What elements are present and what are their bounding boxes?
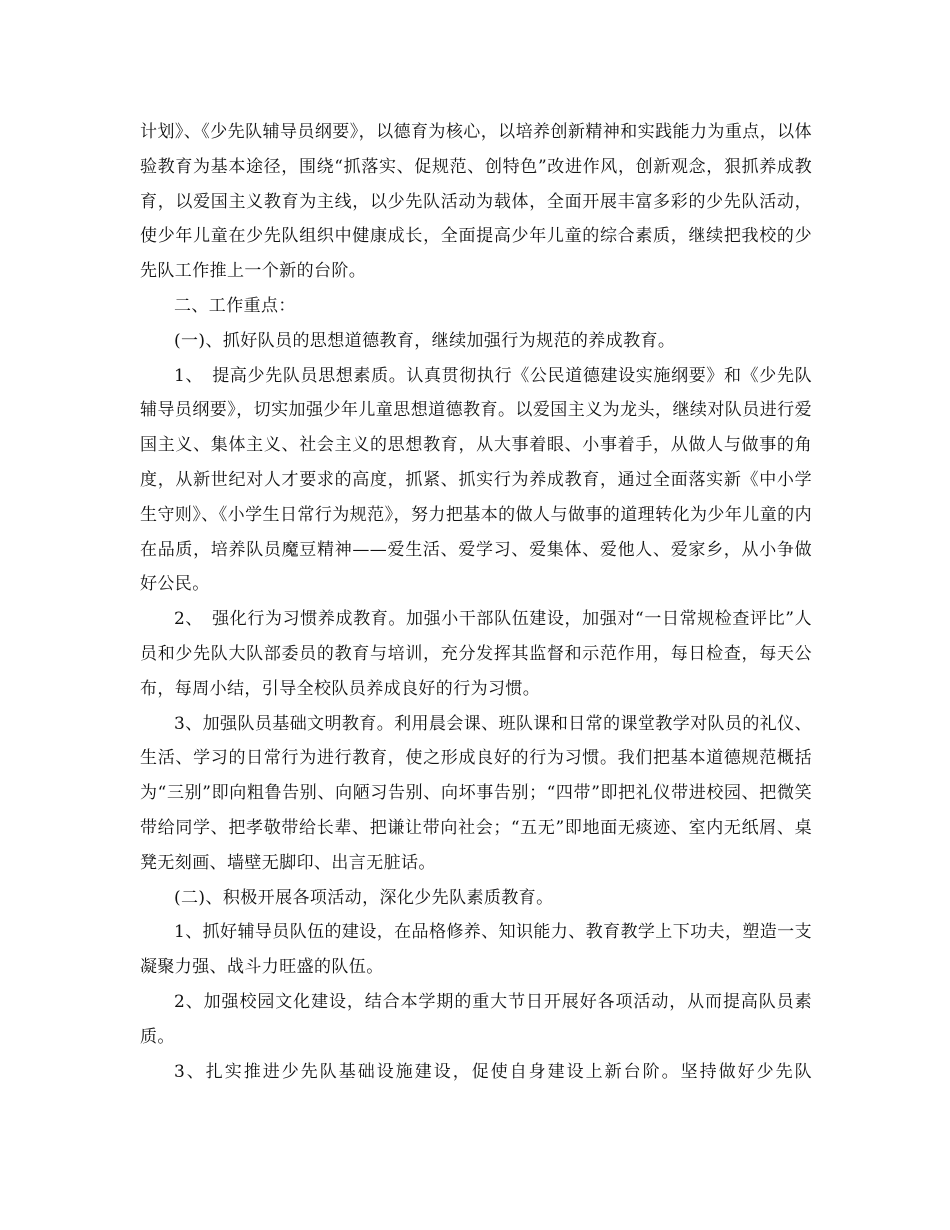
document-body: [140, 115, 812, 1089]
paragraph-item-1-counselors: 1、抓好辅导员队伍的建设，在品格修养、知识能力、教育教学上下功夫，塑造一支凝聚力强、战斗力旺盛的队伍。: [140, 922, 812, 978]
paragraph-item-2-campus-culture: 2、加强校园文化建设，结合本学期的重大节日开展好各项活动，从而提高队员素质。: [140, 991, 812, 1047]
paragraph-item-3-infrastructure: 3、扎实推进少先队基础设施建设，促使自身建设上新台阶。坚持做好少先队: [174, 1061, 812, 1082]
paragraph-item-1-ideology: 1、 提高少先队员思想素质。认真贯彻执行《公民道德建设实施纲要》和《少先队辅导员纲要》，切实加强少年儿童思想道德教育。以爱国主义为龙头，继续对队员进行爱国主义、集体主义、社会主义的思想教育，从大事着眼、小事着手，从做人与做事的角度，从新世纪对人才要求的高度，抓紧、抓实行为养成教育，通过全面落实新《中小学生守则》、《小学生日常行为规范》，努力把基本的做人与做事的道理转化为少年儿童的内在品质，培养队员魔豆精神——爱生活、爱学习、爱集体、爱他人、爱家乡，从小争做好公民。: [140, 365, 812, 595]
subheading-moral-education: (一)、抓好队员的思想道德教育，继续加强行为规范的养成教育。: [174, 330, 676, 351]
paragraph-item-3-civility: 3、加强队员基础文明教育。利用晨会课、班队课和日常的课堂教学对队员的礼仪、生活、学习的日常行为进行教育，使之形成良好的行为习惯。我们把基本道德规范概括为“三别”即向粗鲁告别、向陋习告别、向坏事告别；“四带”即把礼仪带进校园、把微笑带给同学、把孝敬带给长辈、把谦让带向社会；“五无”即地面无痰迹、室内无纸屑、桌凳无刻画、墙壁无脚印、出言无脏话。: [140, 713, 812, 873]
paragraph-item-2-habits: 2、 强化行为习惯养成教育。加强小干部队伍建设，加强对“一日常规检查评比”人员和少先队大队部委员的教育与培训，充分发挥其监督和示范作用，每日检查，每天公布，每周小结，引导全校队员养成良好的行为习惯。: [140, 609, 812, 699]
subheading-activities: (二)、积极开展各项活动，深化少先队素质教育。: [174, 887, 554, 908]
heading-work-focus: 二、工作重点：: [174, 295, 296, 316]
paragraph-intro-continuation: 计划》、《少先队辅导员纲要》，以德育为核心，以培养创新精神和实践能力为重点，以体验教育为基本途径，围绕“抓落实、促规范、创特色”改进作风，创新观念，狠抓养成教育，以爱国主义教育为主线，以少先队活动为载体，全面开展丰富多彩的少先队活动，使少年儿童在少先队组织中健康成长，全面提高少年儿童的综合素质，继续把我校的少先队工作推上一个新的台阶。: [140, 122, 812, 282]
